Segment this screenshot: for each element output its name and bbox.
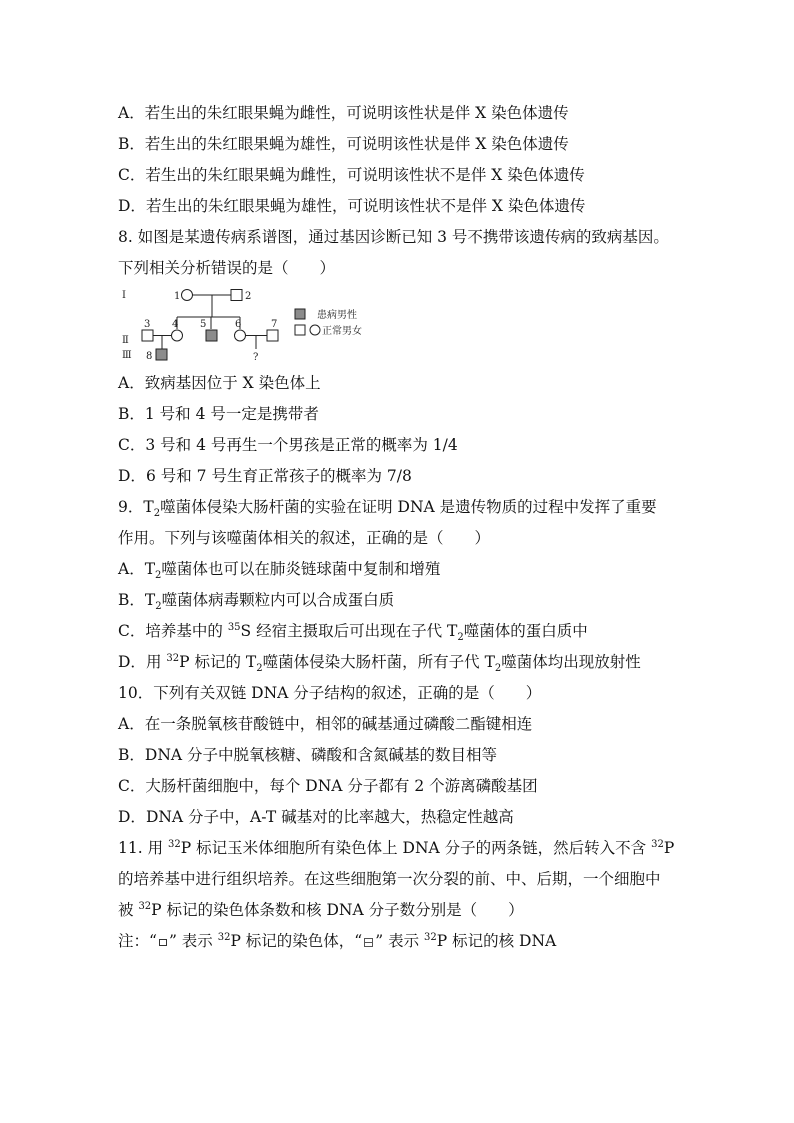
q9-option-d: D．用 $^{32}$P 标记的 $T_2$噬菌体侵染大肠杆菌，所有子代 $T_2$噬菌体均出现放射性: [118, 652, 641, 675]
q10-option-c: C．大肠杆菌细胞中，每个 DNA 分子都有 2 个游离磷酸基团: [118, 777, 538, 795]
q9-stem-line1: 9．$T_2$噬菌体侵染大肠杆菌的实验在证明 DNA 是遗传物质的过程中发挥了重要: [118, 498, 657, 520]
q11-stem-line1: 11. 用 $^{32}$P 标记玉米体细胞所有染色体上 DNA 分子的两条链，然后转入不含 $^{32}$P: [118, 838, 675, 857]
q9-option-a: A．$T_2$噬菌体也可以在肺炎链球菌中复制和增殖: [118, 560, 441, 582]
legend-affected-label: 患病男性: [317, 310, 357, 321]
pedigree-number-4: 4: [172, 319, 179, 330]
q8-stem-line2: 下列相关分析错误的是（ ）: [118, 259, 336, 277]
q8-option-a: A．致病基因位于 X 染色体上: [118, 374, 321, 392]
gen-label-2: Ⅱ: [122, 335, 129, 346]
individual-6-female: [235, 330, 246, 341]
q9-option-c: C．培养基中的 $^{35}$S 经宿主摄取后可出现在子代 $T_2$噬菌体的蛋白质中: [118, 621, 588, 644]
pedigree-number-3: 3: [144, 319, 151, 330]
individual-5-affected-male: [206, 330, 217, 341]
q11-note: 注：“ ” 表示 $^{32}$P 标记的染色体，“ ” 表示 $^{32}$P 标记的核 DNA: [118, 931, 557, 950]
individual-1-female: [182, 290, 193, 301]
q10-stem: 10．下列有关双链 DNA 分子结构的叙述，正确的是（ ）: [118, 684, 542, 702]
gen-label-3: Ⅲ: [122, 350, 132, 361]
q8-option-c: C．3 号和 4 号再生一个男孩是正常的概率为 1/4: [118, 436, 458, 454]
pedigree-number-7: 7: [271, 319, 278, 330]
pedigree-chart: [118, 283, 388, 363]
q9-option-b: B．$T_2$噬菌体病毒颗粒内可以合成蛋白质: [118, 591, 395, 613]
q8-stem-line1: 8. 如图是某遗传病系谱图，通过基因诊断已知 3 号不携带该遗传病的致病基因。: [118, 228, 669, 246]
gen-label-1: Ⅰ: [122, 290, 126, 301]
labeled-dna-symbol: [364, 938, 373, 947]
q11-stem-line2: 的培养基中进行组织培养。在这些细胞第一次分裂的前、中、后期，一个细胞中: [118, 870, 661, 888]
labeled-chromosome-symbol: [159, 939, 167, 946]
individual-2-male: [231, 290, 242, 301]
q8-option-d: D．6 号和 7 号生育正常孩子的概率为 7/8: [118, 467, 412, 485]
pedigree-number-5: 5: [200, 319, 207, 330]
pedigree-number-8: 8: [146, 351, 153, 362]
q11-stem-line3: 被 $^{32}$P 标记的染色体条数和核 DNA 分子数分别是（ ）: [118, 900, 524, 919]
legend-normal-male-icon: [295, 325, 305, 335]
legend-normal-label: 正常男女: [322, 326, 362, 337]
q7-option-d: D．若生出的朱红眼果蝇为雄性，可说明该性状不是伴 X 染色体遗传: [118, 197, 586, 215]
q7-option-a: A．若生出的朱红眼果蝇为雌性，可说明该性状是伴 X 染色体遗传: [118, 104, 569, 122]
q10-option-b: B．DNA 分子中脱氧核糖、磷酸和含氮碱基的数目相等: [118, 746, 498, 764]
individual-7-male: [267, 330, 278, 341]
legend-affected-icon: [295, 309, 305, 319]
unknown-child-mark: ?: [253, 352, 259, 363]
pedigree-number-1: 1: [174, 291, 181, 302]
q10-option-d: D．DNA 分子中，A-T 碱基对的比率越大，热稳定性越高: [118, 808, 514, 826]
q10-option-a: A．在一条脱氧核苷酸链中，相邻的碱基通过磷酸二酯键相连: [118, 715, 533, 733]
q8-option-b: B．1 号和 4 号一定是携带者: [118, 405, 319, 423]
individual-4-female: [172, 330, 183, 341]
individual-3-male: [142, 330, 153, 341]
q7-option-c: C．若生出的朱红眼果蝇为雌性，可说明该性状不是伴 X 染色体遗传: [118, 166, 585, 184]
pedigree-number-2: 2: [245, 291, 252, 302]
q9-stem-line2: 作用。下列与该噬菌体相关的叙述，正确的是（ ）: [118, 529, 491, 547]
q7-option-b: B．若生出的朱红眼果蝇为雄性，可说明该性状是伴 X 染色体遗传: [118, 135, 569, 153]
individual-8-affected-male: [156, 349, 167, 360]
legend-normal-female-icon: [310, 325, 320, 335]
pedigree-number-6: 6: [235, 319, 242, 330]
